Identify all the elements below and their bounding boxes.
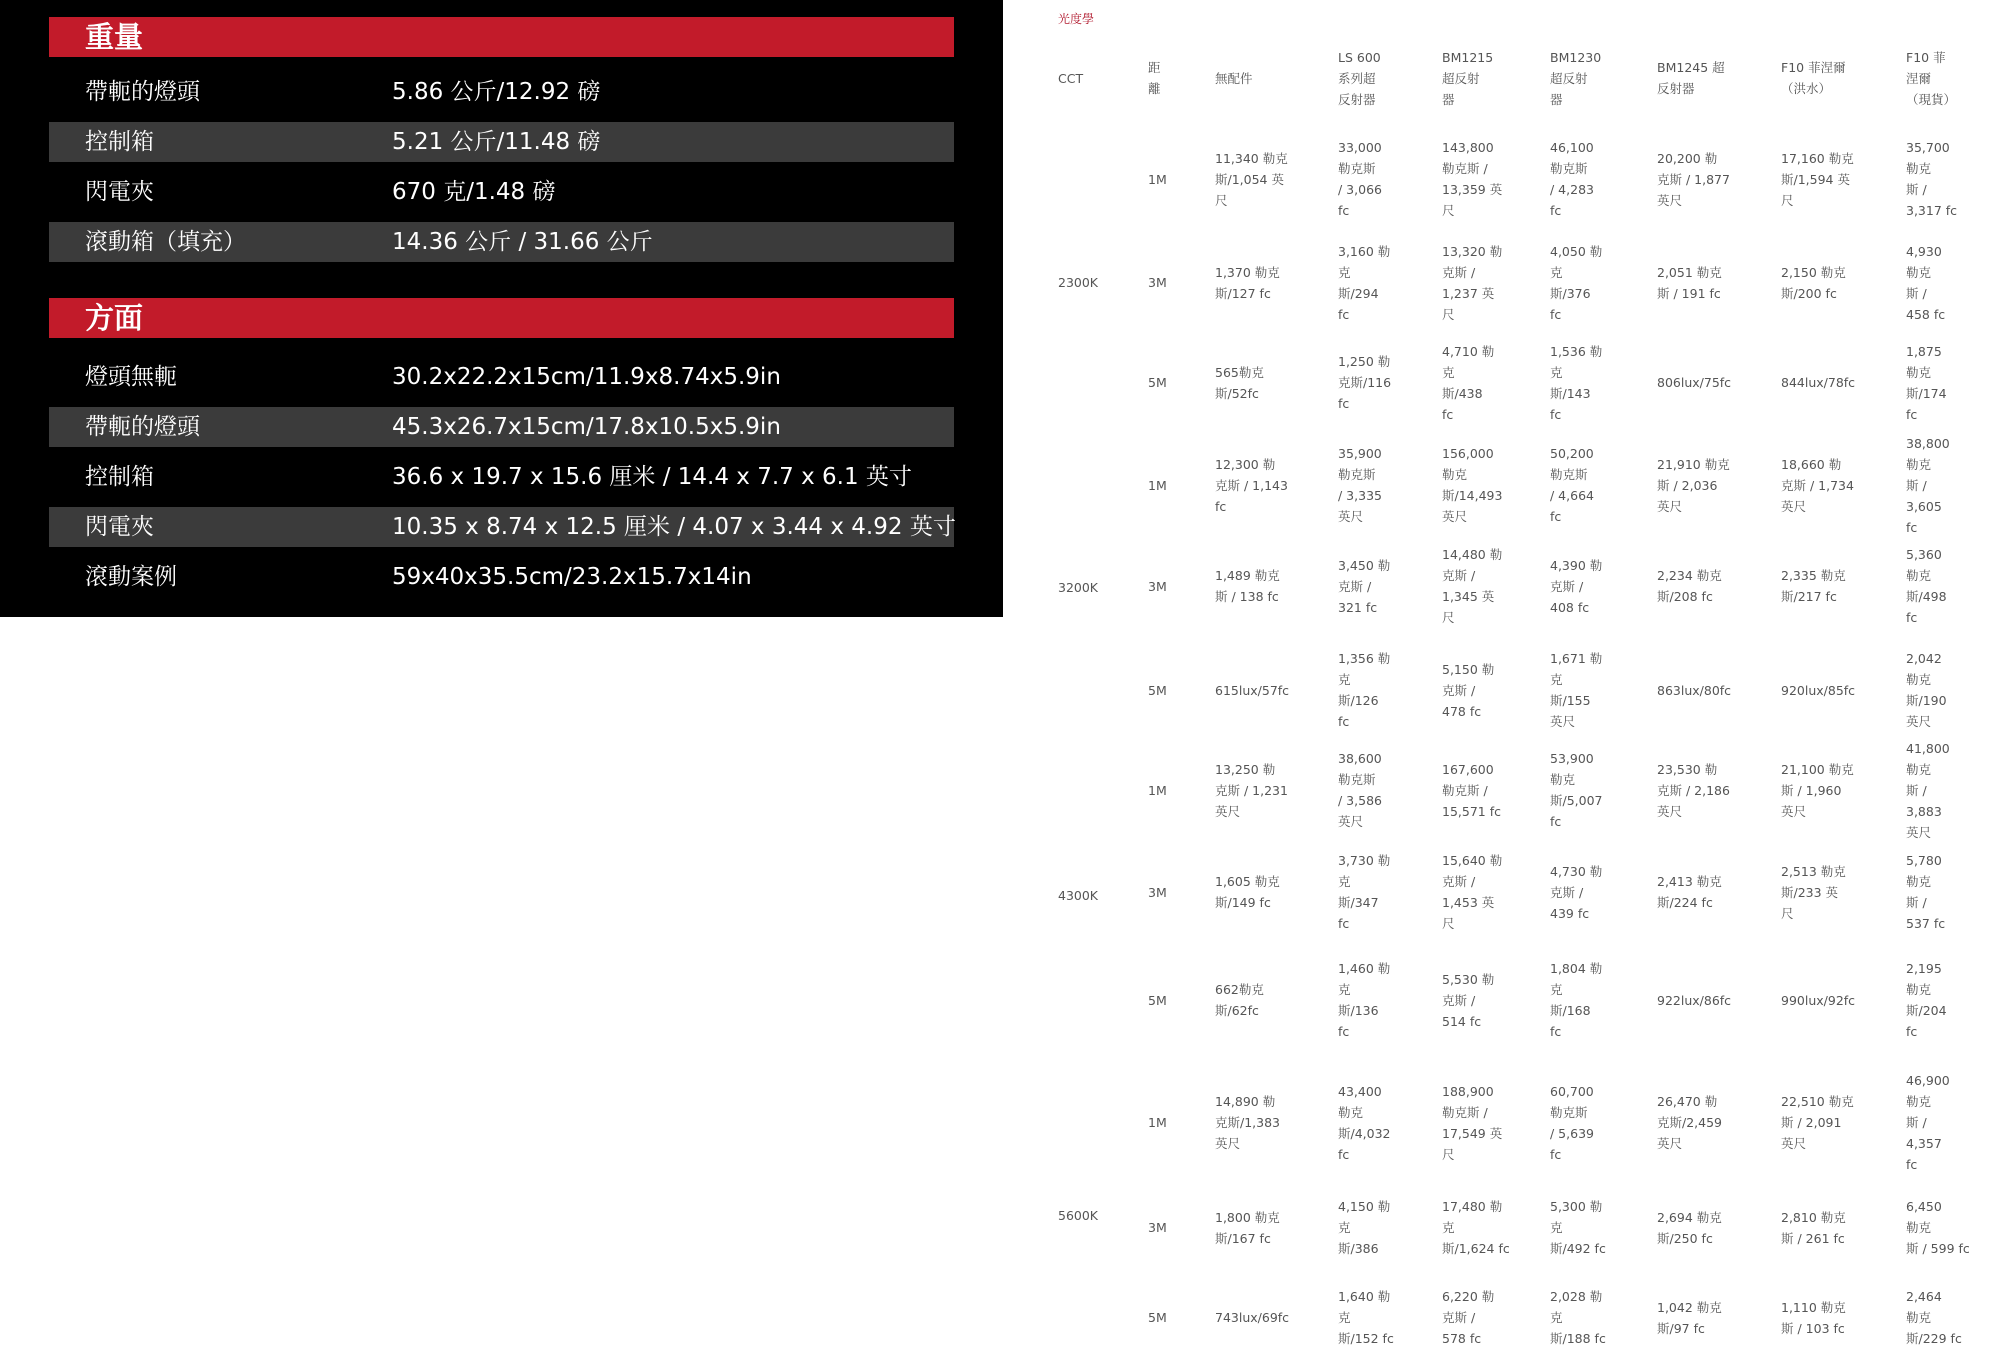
cct-label: 2300K xyxy=(1058,275,1099,290)
distance-label: 3M xyxy=(1148,275,1167,290)
weight-section-header: 重量 xyxy=(49,17,954,57)
spec-value: 36.6 x 19.7 x 15.6 厘米 / 14.4 x 7.7 x 6.1 英寸 xyxy=(392,464,912,490)
table-cell: 2,234 勒克 斯/208 fc xyxy=(1657,568,1722,604)
table-cell: 22,510 勒克 斯 / 2,091 英尺 xyxy=(1781,1094,1854,1151)
table-cell: 1,800 勒克 斯/167 fc xyxy=(1215,1209,1280,1246)
table-cell: 2,513 勒克 斯/233 英 尺 xyxy=(1781,863,1846,921)
table-cell: 5,780 勒克 斯 / 537 fc xyxy=(1906,853,1946,931)
spec-value: 30.2x22.2x15cm/11.9x8.74x5.9in xyxy=(392,364,781,390)
header-cct: CCT xyxy=(1058,70,1084,86)
spec-label: 帶軛的燈頭 xyxy=(85,79,200,105)
header-bm1230-reflector: BM1230 超反射 器 xyxy=(1550,49,1602,107)
cct-label: 5600K xyxy=(1058,1207,1099,1223)
table-cell: 20,200 勒 克斯 / 1,877 英尺 xyxy=(1657,150,1730,208)
table-cell: 3,450 勒 克斯 / 321 fc xyxy=(1338,557,1391,615)
table-cell: 5,530 勒 克斯 / 514 fc xyxy=(1442,971,1495,1029)
spec-label: 控制箱 xyxy=(85,464,154,490)
spec-label: 帶軛的燈頭 xyxy=(85,414,200,440)
table-cell: 14,890 勒 克斯/1,383 英尺 xyxy=(1215,1094,1280,1151)
header-ls600-reflector: LS 600 系列超 反射器 xyxy=(1338,49,1381,107)
table-cell: 2,042 勒克 斯/190 英尺 xyxy=(1906,651,1947,729)
distance-label: 5M xyxy=(1148,1310,1167,1325)
header-f10-fresnel-spot: F10 菲 涅爾 （現貨） xyxy=(1906,49,1957,107)
distance-label: 3M xyxy=(1148,884,1167,900)
table-cell: 11,340 勒克 斯/1,054 英 尺 xyxy=(1215,150,1288,208)
table-cell: 4,730 勒 克斯 / 439 fc xyxy=(1550,863,1603,921)
spec-label: 閃電夾 xyxy=(85,179,154,205)
spec-row xyxy=(49,507,954,547)
table-cell: 18,660 勒 克斯 / 1,734 英尺 xyxy=(1781,456,1854,514)
spec-value: 670 克/1.48 磅 xyxy=(392,179,556,205)
header-no-accessory: 無配件 xyxy=(1215,70,1253,86)
table-cell: 3,160 勒 克 斯/294 fc xyxy=(1338,243,1391,322)
photometry-table xyxy=(1040,0,2000,1350)
table-cell: 41,800 勒克 斯 / 3,883 英尺 xyxy=(1906,740,1950,840)
table-cell: 2,028 勒 克 斯/188 fc xyxy=(1550,1289,1606,1346)
table-cell: 2,335 勒克 斯/217 fc xyxy=(1781,568,1846,604)
table-cell: 26,470 勒 克斯/2,459 英尺 xyxy=(1657,1094,1722,1151)
distance-label: 5M xyxy=(1148,992,1167,1008)
spec-value: 5.21 公斤/11.48 磅 xyxy=(392,129,601,155)
table-cell: 4,930 勒克 斯 / 458 fc xyxy=(1906,243,1946,322)
distance-label: 1M xyxy=(1148,1115,1167,1130)
table-cell: 4,150 勒 克 斯/386 xyxy=(1338,1199,1391,1256)
table-cell: 38,800 勒克 斯 / 3,605 fc xyxy=(1906,435,1950,535)
table-cell: 662勒克 斯/62fc xyxy=(1215,982,1264,1018)
spec-row xyxy=(49,222,954,262)
spec-value: 45.3x26.7x15cm/17.8x10.5x5.9in xyxy=(392,414,781,440)
table-cell: 2,413 勒克 斯/224 fc xyxy=(1657,874,1722,910)
table-cell: 1,671 勒 克 斯/155 英尺 xyxy=(1550,651,1603,729)
spec-row xyxy=(49,407,954,447)
header-f10-fresnel-flood: F10 菲涅爾 （洪水） xyxy=(1781,60,1846,96)
table-cell: 806lux/75fc xyxy=(1657,375,1732,390)
spec-label: 閃電夾 xyxy=(85,514,154,540)
table-cell: 1,640 勒 克 斯/152 fc xyxy=(1338,1289,1394,1346)
spec-row xyxy=(49,557,954,597)
table-cell: 1,356 勒 克 斯/126 fc xyxy=(1338,651,1391,729)
spec-value: 14.36 公斤 / 31.66 公斤 xyxy=(392,229,653,255)
dimensions-section-header: 方面 xyxy=(49,298,954,338)
table-cell: 922lux/86fc xyxy=(1657,992,1732,1008)
table-cell: 12,300 勒 克斯 / 1,143 fc xyxy=(1215,456,1288,514)
table-cell: 5,360 勒克 斯/498 fc xyxy=(1906,547,1947,625)
table-cell: 188,900 勒克斯 / 17,549 英 尺 xyxy=(1442,1083,1503,1162)
table-cell: 33,000 勒克斯 / 3,066 fc xyxy=(1338,140,1382,218)
table-cell: 35,900 勒克斯 / 3,335 英尺 xyxy=(1338,446,1382,524)
table-cell: 1,804 勒 克 斯/168 fc xyxy=(1550,961,1603,1039)
table-cell: 5,300 勒 克 斯/492 fc xyxy=(1550,1199,1606,1256)
spec-value: 59x40x35.5cm/23.2x15.7x14in xyxy=(392,564,752,590)
table-cell: 13,250 勒 克斯 / 1,231 英尺 xyxy=(1215,761,1288,819)
table-cell: 46,900 勒克 斯 / 4,357 fc xyxy=(1906,1073,1950,1172)
spec-row xyxy=(49,72,954,112)
table-cell: 1,370 勒克 斯/127 fc xyxy=(1215,264,1280,301)
table-cell: 21,910 勒克 斯 / 2,036 英尺 xyxy=(1657,456,1730,514)
header-bm1215-reflector: BM1215 超反射 器 xyxy=(1442,49,1494,107)
table-cell: 2,150 勒克 斯/200 fc xyxy=(1781,264,1846,301)
table-cell: 23,530 勒 克斯 / 2,186 英尺 xyxy=(1657,761,1730,819)
spec-label: 滾動案例 xyxy=(85,564,177,590)
table-cell: 743lux/69fc xyxy=(1215,1310,1290,1325)
spec-value: 10.35 x 8.74 x 12.5 厘米 / 4.07 x 3.44 x 4.92 英寸 xyxy=(392,514,956,540)
table-cell: 53,900 勒克 斯/5,007 fc xyxy=(1550,751,1603,829)
distance-label: 1M xyxy=(1148,782,1167,798)
distance-label: 3M xyxy=(1148,578,1167,594)
table-cell: 143,800 勒克斯 / 13,359 英 尺 xyxy=(1442,140,1503,218)
table-cell: 2,195 勒克 斯/204 fc xyxy=(1906,961,1947,1039)
table-cell: 1,536 勒 克 斯/143 fc xyxy=(1550,343,1603,422)
table-cell: 565勒克 斯/52fc xyxy=(1215,364,1264,401)
table-cell: 863lux/80fc xyxy=(1657,682,1732,698)
table-cell: 920lux/85fc xyxy=(1781,682,1856,698)
table-cell: 50,200 勒克斯 / 4,664 fc xyxy=(1550,446,1594,524)
spec-row xyxy=(49,172,954,212)
table-cell: 43,400 勒克 斯/4,032 fc xyxy=(1338,1083,1391,1162)
table-cell: 15,640 勒 克斯 / 1,453 英 尺 xyxy=(1442,853,1503,931)
spec-row xyxy=(49,122,954,162)
table-cell: 1,110 勒克 斯 / 103 fc xyxy=(1781,1299,1846,1336)
spec-label: 燈頭無軛 xyxy=(85,364,177,390)
spec-label: 滾動箱（填充） xyxy=(85,229,246,255)
distance-label: 5M xyxy=(1148,375,1167,390)
table-cell: 13,320 勒 克斯 / 1,237 英 尺 xyxy=(1442,243,1503,322)
table-cell: 1,489 勒克 斯 / 138 fc xyxy=(1215,568,1280,604)
header-bm1245-reflector: BM1245 超 反射器 xyxy=(1657,60,1725,96)
table-cell: 2,694 勒克 斯/250 fc xyxy=(1657,1209,1722,1246)
table-cell: 60,700 勒克斯 / 5,639 fc xyxy=(1550,1083,1594,1162)
spec-row xyxy=(49,457,954,497)
table-cell: 1,460 勒 克 斯/136 fc xyxy=(1338,961,1391,1039)
table-cell: 14,480 勒 克斯 / 1,345 英 尺 xyxy=(1442,547,1503,625)
spec-row xyxy=(49,357,954,397)
spec-label: 控制箱 xyxy=(85,129,154,155)
table-cell: 4,710 勒 克 斯/438 fc xyxy=(1442,343,1495,422)
table-cell: 17,160 勒克 斯/1,594 英 尺 xyxy=(1781,150,1854,208)
distance-label: 1M xyxy=(1148,171,1167,187)
table-cell: 17,480 勒 克 斯/1,624 fc xyxy=(1442,1199,1510,1256)
table-cell: 4,390 勒 克斯 / 408 fc xyxy=(1550,557,1603,615)
table-cell: 35,700 勒克 斯 / 3,317 fc xyxy=(1906,140,1958,218)
table-cell: 615lux/57fc xyxy=(1215,682,1290,698)
table-cell: 6,220 勒 克斯 / 578 fc xyxy=(1442,1289,1495,1346)
table-cell: 844lux/78fc xyxy=(1781,375,1856,390)
table-cell: 1,042 勒克 斯/97 fc xyxy=(1657,1299,1722,1336)
table-cell: 21,100 勒克 斯 / 1,960 英尺 xyxy=(1781,761,1854,819)
table-cell: 46,100 勒克斯 / 4,283 fc xyxy=(1550,140,1594,218)
table-cell: 167,600 勒克斯 / 15,571 fc xyxy=(1442,761,1501,819)
table-cell: 3,730 勒 克 斯/347 fc xyxy=(1338,853,1391,931)
table-cell: 1,875 勒克 斯/174 fc xyxy=(1906,343,1947,422)
table-cell: 1,605 勒克 斯/149 fc xyxy=(1215,874,1280,910)
table-cell: 2,464 勒克 斯/229 fc xyxy=(1906,1289,1962,1346)
table-cell: 990lux/92fc xyxy=(1781,992,1856,1008)
table-cell: 38,600 勒克斯 / 3,586 英尺 xyxy=(1338,751,1382,829)
header-distance: 距 離 xyxy=(1148,60,1161,96)
cct-label: 3200K xyxy=(1058,580,1099,595)
spec-value: 5.86 公斤/12.92 磅 xyxy=(392,79,601,105)
cct-label: 4300K xyxy=(1058,887,1099,903)
table-cell: 5,150 勒 克斯 / 478 fc xyxy=(1442,661,1495,719)
table-cell: 4,050 勒 克 斯/376 fc xyxy=(1550,243,1603,322)
table-cell: 2,810 勒克 斯 / 261 fc xyxy=(1781,1209,1846,1246)
distance-label: 1M xyxy=(1148,477,1167,493)
spec-panel xyxy=(0,0,1003,617)
table-cell: 1,250 勒 克斯/116 fc xyxy=(1338,354,1392,411)
photometry-title: 光度學 xyxy=(1058,12,1095,26)
table-cell: 156,000 勒克 斯/14,493 英尺 xyxy=(1442,446,1503,524)
table-cell: 6,450 勒克 斯 / 599 fc xyxy=(1906,1199,1970,1256)
table-cell: 2,051 勒克 斯 / 191 fc xyxy=(1657,264,1722,301)
distance-label: 3M xyxy=(1148,1220,1167,1235)
distance-label: 5M xyxy=(1148,682,1167,698)
